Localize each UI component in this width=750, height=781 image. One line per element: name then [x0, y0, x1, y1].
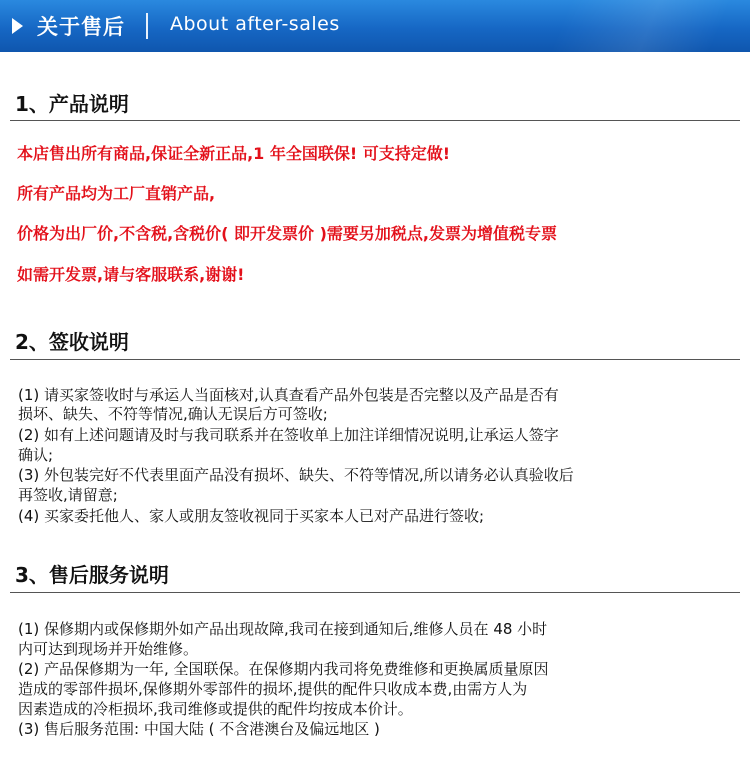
- product-note-line: 所有产品均为工厂直销产品,: [17, 184, 216, 203]
- delivery-note-line: (2) 如有上述问题请及时与我司联系并在签收单上加注详细情况说明,让承运人签字: [18, 426, 559, 444]
- header-banner: [0, 0, 750, 52]
- product-note-line: 本店售出所有商品,保证全新正品,1 年全国联保! 可支持定做!: [17, 144, 451, 163]
- aftersales-note-line: (2) 产品保修期为一年, 全国联保。在保修期内我司将免费维修和更换属质量原因: [18, 660, 549, 678]
- delivery-note-line: 再签收,请留意;: [18, 486, 118, 504]
- aftersales-note-line: (3) 售后服务范围: 中国大陆 ( 不含港澳台及偏远地区 ): [18, 720, 380, 738]
- delivery-note-line: 损坏、缺失、不符等情况,确认无误后方可签收;: [18, 405, 328, 423]
- product-note-line: 如需开发票,请与客服联系,谢谢!: [17, 265, 245, 284]
- delivery-note-line: 确认;: [18, 446, 54, 464]
- delivery-note-line: (4) 买家委托他人、家人或朋友签收视同于买家本人已对产品进行签收;: [18, 507, 485, 525]
- product-note-line: 价格为出厂价,不含税,含税价( 即开发票价 )需要另加税点,发票为增值税专票: [17, 224, 558, 243]
- delivery-note-line: (3) 外包装完好不代表里面产品没有损坏、缺失、不符等情况,所以请务必认真验收后: [18, 466, 574, 484]
- arrow-right-icon: [12, 18, 23, 34]
- banner-title-cn: 关于售后: [37, 15, 125, 39]
- section-title-delivery: 2、签收说明: [15, 330, 129, 354]
- banner-divider: [146, 13, 148, 39]
- aftersales-note-line: 内可达到现场并开始维修。: [18, 640, 199, 658]
- aftersales-note-line: (1) 保修期内或保修期外如产品出现故障,我司在接到通知后,维修人员在 48 小时: [18, 620, 548, 638]
- section-title-aftersales: 3、售后服务说明: [15, 563, 169, 587]
- section-divider: [10, 592, 740, 593]
- aftersales-note-line: 造成的零部件损坏,保修期外零部件的损坏,提供的配件只收成本费,由需方人为: [18, 680, 528, 698]
- section-divider: [10, 120, 740, 121]
- section-divider: [10, 359, 740, 360]
- banner-title-en: About after-sales: [170, 13, 340, 35]
- section-title-product: 1、产品说明: [15, 92, 129, 116]
- aftersales-note-line: 因素造成的冷柜损坏,我司维修或提供的配件均按成本价计。: [18, 700, 413, 718]
- delivery-note-line: (1) 请买家签收时与承运人当面核对,认真查看产品外包装是否完整以及产品是否有: [18, 386, 559, 404]
